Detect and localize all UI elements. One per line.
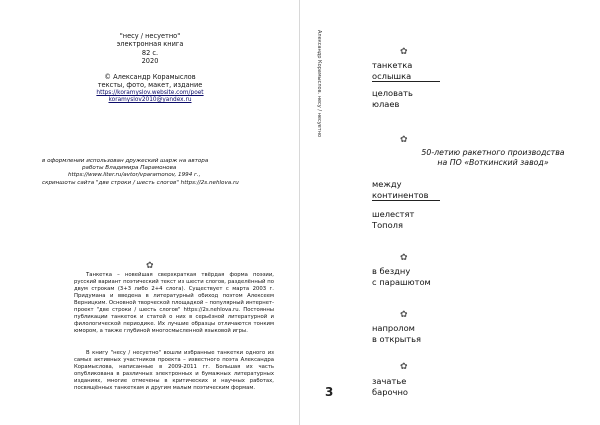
book-title: "несу / несуетно": [119, 32, 181, 40]
poem-line: между: [372, 179, 402, 189]
poem-separator: [372, 81, 440, 82]
copyright-block: [0, 73, 300, 105]
poem-line: с парашютом: [372, 276, 431, 287]
year: 2020: [141, 57, 159, 66]
poem-line: в открытья: [372, 333, 421, 344]
book-type: электронная книга: [116, 40, 184, 49]
page-count: 82 с.: [141, 48, 159, 57]
poem: [372, 60, 582, 81]
poem-line: шелестят: [372, 209, 415, 219]
site-link[interactable]: https://koramyslov.website.com/poet: [96, 89, 204, 96]
flower-ornament-icon: ✿: [400, 47, 408, 57]
page-number: 3: [325, 385, 334, 399]
poem: [372, 209, 582, 230]
poem-line: барочно: [372, 386, 408, 397]
credits-line: работы Владимира Парамонова: [82, 165, 177, 172]
poem-line: континентов: [372, 189, 429, 200]
credits-line: в оформлении использован дружеский шарж на автора: [42, 158, 209, 164]
poem: [372, 179, 582, 200]
spine-text: Александр Корамыслов. несу / несуетно: [316, 30, 322, 137]
poem-line: ослышка: [372, 70, 412, 81]
poem: [372, 323, 582, 344]
credits-line: скриншоты сайта "две строки / шесть слогов" https://2s.nehlova.ru: [42, 179, 239, 186]
poem-line: Тополя: [372, 219, 403, 230]
poem-line: целовать: [372, 88, 413, 98]
credits-block: [42, 158, 302, 187]
intro-paragraph: Танкетка – новейшая сверхкраткая твёрдая форма поэзии, русский вариант поэтический текст из шести слогов, разделённый по двум строкам (3+3 либо 2+4 слога). Существует с марта 2003 г. Придумана и введена в литературный обиход поэтом Алексеем Верницким. Основной творческой площадкой – популярный интернет-проект "две строки / шесть слогов" https://2s.nehlova.ru. Постоянны публикации танкеток и статей о них в серьёзной литературной и филологической периодике. Их лучшие образцы отличаются тонким юмором, а также глубиной многосмысленной языковой игры.: [74, 272, 274, 334]
dedication-line: на ПО «Воткинский завод»: [437, 158, 549, 167]
flower-ornament-icon: ✿: [400, 135, 408, 145]
credits-line: https://www.liter.ru/avtor/vparamonov, 1994 г.,: [68, 172, 201, 179]
flower-ornament-icon: ✿: [146, 261, 154, 271]
email-link[interactable]: koramyslov2010@yandex.ru: [108, 97, 192, 104]
poem-line: в бездну: [372, 266, 411, 276]
copyright-author: © Александр Корамыслов: [104, 73, 196, 81]
poem: [372, 88, 582, 109]
poem: [372, 376, 582, 397]
flower-ornament-icon: ✿: [400, 253, 408, 263]
poem-line: юлаев: [372, 98, 400, 109]
flower-ornament-icon: ✿: [400, 362, 408, 372]
poem-line: зачатье: [372, 376, 407, 386]
flower-ornament-icon: ✿: [400, 310, 408, 320]
title-block: [0, 32, 300, 66]
roles: тексты, фото, макет, издание: [97, 81, 203, 90]
poem-separator: [372, 200, 440, 201]
book-paragraph: В книгу "несу / несуетно" вошли избранные танкетки одного из самых активных участников проекта – известного поэта Александра Корамыслова, написанные в 2009-2011 гг. Большая их часть опубликована в различных электронных и бумажных литературных изданиях, многие отмечены в критических и научных работах, посвящённых танкеткам и другим малым поэтическим формам.: [74, 350, 274, 391]
poem-line: напролом: [372, 323, 415, 333]
dedication: [398, 148, 588, 168]
poem: [372, 266, 582, 287]
poem-line: танкетка: [372, 60, 413, 70]
dedication-line: 50-летию ракетного производства: [421, 148, 565, 157]
